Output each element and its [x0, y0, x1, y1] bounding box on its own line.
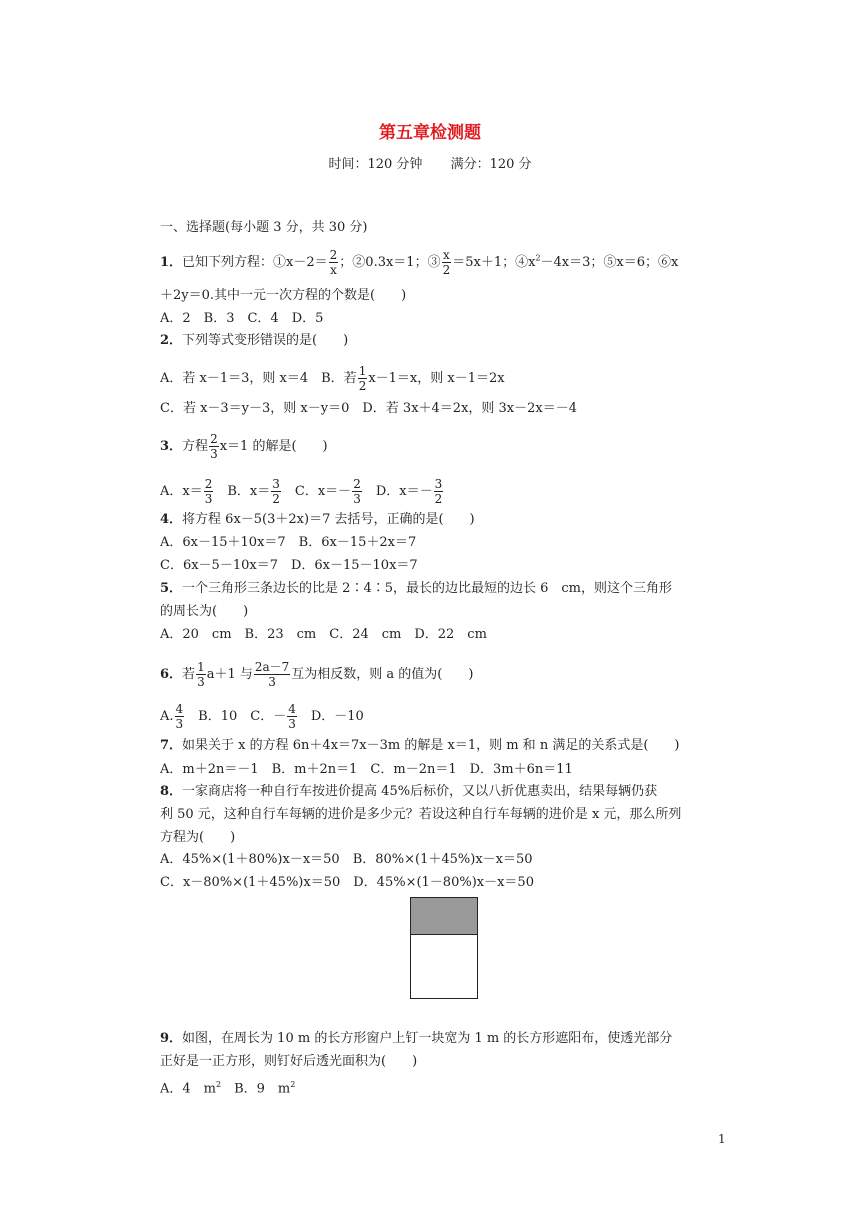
page-title: 第五章检测题 — [379, 123, 481, 143]
fraction: $\frac{3}{2}$ — [434, 477, 443, 506]
fraction: $\frac{2a-7}{3}$ — [254, 660, 290, 689]
question-7-options: A．m＋2n＝－1 B．m＋2n＝1 C．m－2n＝1 D．3m＋6n＝11 — [160, 762, 573, 777]
fraction: $\frac{2}{x}$ — [329, 248, 338, 277]
question-4-options-ab: A．6x－15＋10x＝7 B．6x－15＋2x＝7 — [160, 535, 417, 550]
question-2-options-cd: C．若 x－3＝y－3，则 x－y＝0 D．若 3x＋4＝2x，则 3x－2x＝－4 — [160, 401, 578, 416]
question-6: 6．若 $\frac{1}{3}$ a＋1 与 $\frac{2a-7}{3}$ 互为相反数，则 a 的值为( ) — [160, 660, 474, 689]
question-5: 5．一个三角形三条边长的比是 2∶4∶5，最长的边比最短的边长 6 cm，则这个三角形 — [160, 581, 673, 596]
window-figure — [410, 897, 478, 999]
question-8-options-ab: A．45%×(1＋80%)x－x＝50 B．80%×(1＋45%)x－x＝50 — [160, 852, 533, 867]
fraction: $\frac{4}{3}$ — [288, 702, 296, 731]
fraction: $\frac{1}{2}$ — [358, 364, 367, 393]
time-limit: 时间：120 分钟 — [328, 157, 423, 172]
question-1-line2: ＋2y＝0.其中一元一次方程的个数是( ) — [160, 288, 407, 303]
fraction: $\frac{4}{3}$ — [175, 702, 184, 731]
section-heading: 一、选择题(每小题 3 分，共 30 分) — [160, 220, 368, 235]
fraction: $\frac{2}{3}$ — [204, 477, 213, 506]
question-5-options: A．20 cm B．23 cm C．24 cm D．22 cm — [160, 627, 487, 642]
page-number: 1 — [718, 1132, 726, 1146]
sunshade-cloth — [411, 898, 477, 935]
question-9-line2: 正好是一正方形，则钉好后透光面积为( ) — [160, 1054, 418, 1069]
exam-info — [0, 153, 860, 172]
question-2-options-ab: A．若 x－1＝3，则 x＝4 B．若 $\frac{1}{2}$ x－1＝x，则 x－1＝2x — [160, 364, 505, 393]
question-8-options-cd: C．x－80%×(1＋45%)x＝50 D．45%×(1－80%)x－x＝50 — [160, 875, 534, 890]
question-4-options-cd: C．6x－5－10x＝7 D．6x－15－10x＝7 — [160, 558, 418, 573]
question-9: 9．如图，在周长为 10 m 的长方形窗户上钉一块宽为 1 m 的长方形遮阳布，使透光部分 — [160, 1031, 673, 1046]
question-6-options: A. $\frac{4}{3}$ B．10 C．－ $\frac{4}{3}$ D．－10 — [160, 702, 364, 731]
question-2: 2．下列等式变形错误的是( ) — [160, 333, 349, 348]
fraction: $\frac{3}{2}$ — [272, 477, 280, 506]
question-1: 1．已知下列方程：①x－2＝ $\frac{2}{x}$ ；②0.3x＝1；③ $\frac{x}{2}$ ＝5x＋1；$④x^2-4x=3$；⑤x＝6；⑥x — [160, 248, 679, 277]
question-7: 7．如果关于 x 的方程 6n＋4x＝7x－3m 的解是 x＝1，则 m 和 n 满足的关系式是( ) — [160, 738, 680, 753]
question-8-line3: 方程为( ) — [160, 830, 236, 845]
fraction: $\frac{2}{3}$ — [210, 432, 218, 461]
full-score: 满分：120 分 — [450, 157, 532, 172]
question-3-options: A．x＝ $\frac{2}{3}$ B．x＝ $\frac{3}{2}$ C．x＝－ $\frac{2}{3}$ D．x＝－ $\frac{3}{2}$ — [160, 477, 443, 506]
question-1-options: A．2 B．3 C．4 D．5 — [160, 311, 324, 326]
question-5-line2: 的周长为( ) — [160, 604, 249, 619]
question-4: 4．将方程 6x－5(3＋2x)＝7 去括号，正确的是( ) — [160, 512, 475, 527]
question-8-line2: 利 50 元，这种自行车每辆的进价是多少元？若设这种自行车每辆的进价是 x 元，那么所列 — [160, 807, 682, 822]
fraction: $\frac{x}{2}$ — [442, 248, 451, 277]
fraction: $\frac{1}{3}$ — [197, 660, 205, 689]
question-3: 3．方程 $\frac{2}{3}$ x＝1 的解是( ) — [160, 432, 328, 461]
question-8: 8．一家商店将一种自行车按进价提高 45%后标价，又以八折优惠卖出，结果每辆仍获 — [160, 784, 658, 799]
question-9-options: A．4 $m^2$ B．9 $m^2$ — [160, 1080, 296, 1097]
fraction: $\frac{2}{3}$ — [353, 477, 361, 506]
